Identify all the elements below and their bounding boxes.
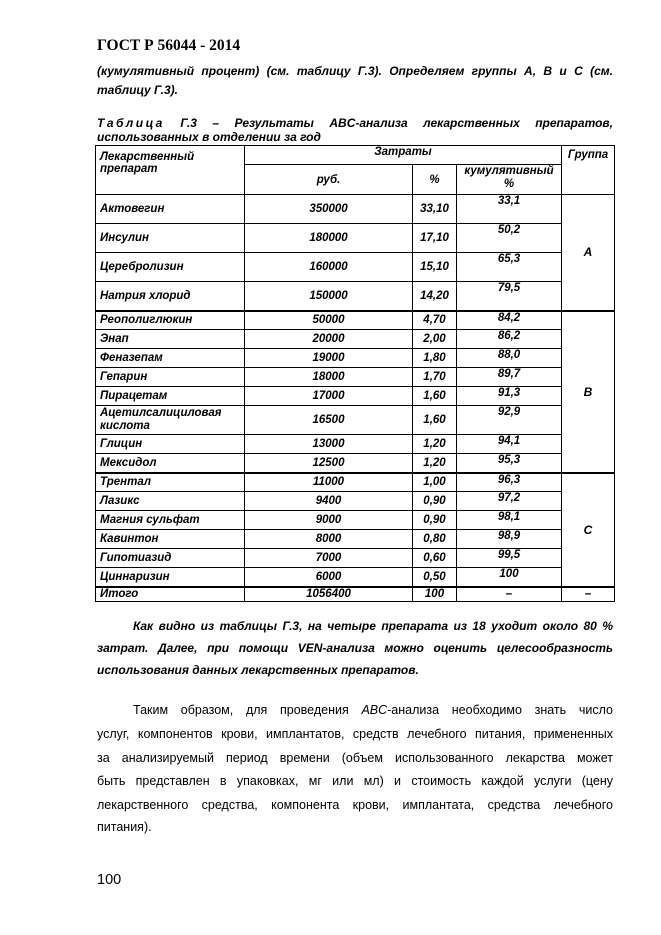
paragraph-line-4: быть представлен в упаковках, мг или мл) и стоимость каждой услуги (цену [97,774,613,788]
continuation-line-2: таблицу Г.3). [97,83,178,97]
table-row [96,454,615,473]
summary-line-2: затрат. Далее, при помощи VEN-анализа можно оценить целесообразность [97,641,613,655]
cell-pct: 1,20 [413,435,457,454]
cell-drug-name: Глицин [96,435,245,454]
cell-rub: 18000 [245,368,413,387]
cell-pct: 2,00 [413,330,457,349]
header-pct: % [413,165,457,195]
cell-rub: 7000 [245,549,413,568]
page-number: 100 [97,872,122,888]
table-row [96,349,615,368]
cell-cumulative: 99,5 [457,549,562,568]
cell-cumulative: 94,1 [457,435,562,454]
table-caption-line-2: использованных в отделении за год [97,130,321,144]
continuation-line-1: (кумулятивный процент) (см. таблицу Г.3). Определяем группы А, В и С (см. [97,64,613,78]
cell-rub: 8000 [245,530,413,549]
cell-pct: 1,20 [413,454,457,473]
cell-drug-name: Феназепам [96,349,245,368]
cell-cumulative: 86,2 [457,330,562,349]
cell-rub: 13000 [245,435,413,454]
table-body [96,195,615,602]
cell-drug-name: Натрия хлорид [96,282,245,311]
cell-rub: 17000 [245,387,413,406]
cell-pct: 15,10 [413,253,457,282]
cell-cumulative: 79,5 [457,282,562,311]
table-row [96,282,615,311]
table-row [96,473,615,492]
cell-total-label: Итого [96,587,245,602]
cell-drug-name: Актовегин [96,195,245,224]
cell-pct: 1,00 [413,473,457,492]
cell-pct: 0,90 [413,492,457,511]
cell-cumulative: 98,1 [457,511,562,530]
cell-drug-name: Кавинтон [96,530,245,549]
cell-pct: 1,60 [413,387,457,406]
cell-rub: 20000 [245,330,413,349]
cell-drug-name: Инсулин [96,224,245,253]
cell-drug-name: Трентал [96,473,245,492]
paragraph-line-3: за анализируемый период времени (объем использованного лекарства может [97,751,613,765]
cell-pct: 0,60 [413,549,457,568]
cell-group: В [562,311,615,473]
cell-cumulative: 95,3 [457,454,562,473]
cell-rub: 160000 [245,253,413,282]
cell-drug-name: Гипотиазид [96,549,245,568]
paragraph-line-6: питания). [97,820,152,834]
cell-drug-name: Циннаризин [96,568,245,587]
cell-cumulative: 96,3 [457,473,562,492]
table-caption-prefix: Таблица [97,116,165,130]
table-row [96,311,615,330]
header-costs: Затраты [245,146,562,165]
table-row [96,511,615,530]
table-row [96,387,615,406]
table-row [96,406,615,435]
cell-rub: 19000 [245,349,413,368]
cell-pct: 1,80 [413,349,457,368]
cell-drug-name: Магния сульфат [96,511,245,530]
cell-drug-name: Гепарин [96,368,245,387]
abc-analysis-table [95,145,615,602]
cell-drug-name: Реополиглюкин [96,311,245,330]
cell-pct: 33,10 [413,195,457,224]
cell-drug-name: Церебролизин [96,253,245,282]
cell-drug-name: Ацетилсалициловая кислота [96,406,245,435]
cell-rub: 50000 [245,311,413,330]
cell-rub: 12500 [245,454,413,473]
header-cumulative: кумулятивный % [457,165,562,195]
cell-pct: 14,20 [413,282,457,311]
cell-pct: 0,80 [413,530,457,549]
paragraph-text: -анализа необходимо знать число [387,703,613,717]
table-row [96,530,615,549]
cell-cumulative: 88,0 [457,349,562,368]
paragraph-line-5: лекарственного средства, компонента крови, имплантата, средства лечебного [97,798,613,812]
cell-rub: 150000 [245,282,413,311]
table-row [96,330,615,349]
cell-total-cumulative: – [457,587,562,602]
cell-rub: 9400 [245,492,413,511]
cell-cumulative: 50,2 [457,224,562,253]
cell-pct: 1,60 [413,406,457,435]
cell-cumulative: 65,3 [457,253,562,282]
cell-cumulative: 91,3 [457,387,562,406]
cell-rub: 180000 [245,224,413,253]
cell-cumulative: 98,9 [457,530,562,549]
cell-cumulative: 100 [457,568,562,587]
summary-line-1: Как видно из таблицы Г.3, на четыре препарата из 18 уходит около 80 % [133,619,613,633]
header-rub: руб. [245,165,413,195]
table-row [96,253,615,282]
table-row [96,435,615,454]
cell-rub: 350000 [245,195,413,224]
table-row [96,224,615,253]
cell-rub: 6000 [245,568,413,587]
table-row [96,492,615,511]
table-row [96,568,615,587]
cell-group: С [562,473,615,587]
paragraph-line-2: услуг, компонентов крови, имплантатов, средств лечебного питания, примененных [97,727,613,741]
table-row [96,368,615,387]
document-header: ГОСТ Р 56044 - 2014 [97,37,241,54]
cell-rub: 11000 [245,473,413,492]
paragraph-line-1 [97,699,613,721]
cell-group: А [562,195,615,311]
table-row [96,549,615,568]
table-caption-rest: Г.3 – Результаты ABC-анализа лекарственных препаратов, [180,116,613,130]
cell-drug-name: Лазикс [96,492,245,511]
cell-rub: 16500 [245,406,413,435]
cell-cumulative: 89,7 [457,368,562,387]
cell-drug-name: Мексидол [96,454,245,473]
cell-drug-name: Энап [96,330,245,349]
header-group: Группа [562,146,615,195]
cell-pct: 17,10 [413,224,457,253]
cell-total-pct: 100 [413,587,457,602]
abc-term: ABC [361,703,388,717]
cell-cumulative: 84,2 [457,311,562,330]
paragraph-text: Таким образом, для проведения [133,703,362,717]
summary-line-3: использования данных лекарственных препаратов. [97,663,419,677]
table-row [96,195,615,224]
table-caption [97,117,613,130]
cell-cumulative: 33,1 [457,195,562,224]
cell-pct: 0,50 [413,568,457,587]
cell-cumulative: 97,2 [457,492,562,511]
cell-total-group: – [562,587,615,602]
cell-total-rub: 1056400 [245,587,413,602]
cell-pct: 4,70 [413,311,457,330]
cell-pct: 0,90 [413,511,457,530]
cell-drug-name: Пирацетам [96,387,245,406]
cell-cumulative: 92,9 [457,406,562,435]
header-drug: Лекарственный препарат [96,146,245,195]
cell-pct: 1,70 [413,368,457,387]
table-total-row [96,587,615,602]
cell-rub: 9000 [245,511,413,530]
